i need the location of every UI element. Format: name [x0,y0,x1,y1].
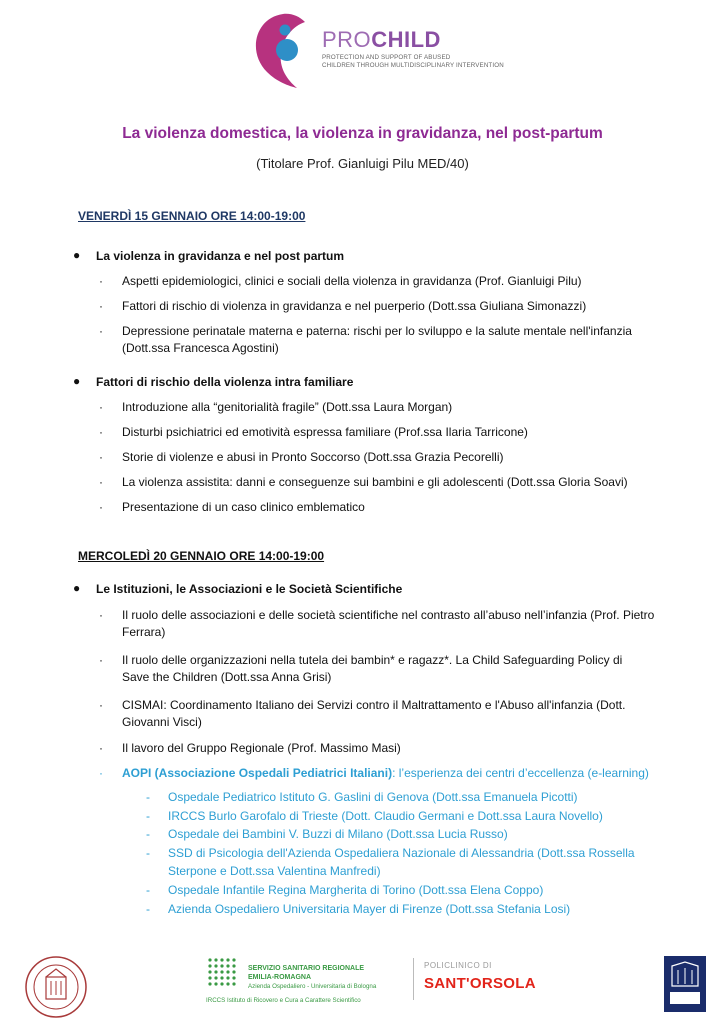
aopi-sub-item: IRCCS Burlo Garofalo di Trieste (Dott. Claudio Germani e Dott.ssa Laura Novello) [168,809,603,823]
day1-heading: VENERDÌ 15 GENNAIO ORE 14:00-19:00 [78,209,306,223]
dot-icon: · [99,741,103,755]
dash-icon: - [146,827,150,841]
list-item-continuation: Giovanni Visci) [122,715,202,729]
dash-icon: - [146,902,150,916]
list-item: Disturbi psichiatrici ed emotività espressa familiare (Prof.ssa Ilaria Tarricone) [122,425,528,439]
dash-icon: - [146,809,150,823]
forense-bolognese-logo [664,956,706,1012]
dot-icon: · [99,425,103,439]
list-item: Fattori di rischio di violenza in gravidanza e nel puerperio (Dott.ssa Giuliana Simonazzi) [122,299,587,313]
list-item-continuation: (Dott.ssa Francesca Agostini) [122,341,279,355]
brand-name [322,29,441,51]
aopi-sub-item: Ospedale Pediatrico Istituto G. Gaslini di Genova (Dott.ssa Emanuela Picotti) [168,790,578,804]
ssr-line2: EMILIA-ROMAGNA [248,973,311,981]
dot-icon: · [99,450,103,464]
list-item-continuation: Ferrara) [122,625,166,639]
list-item: Introduzione alla “genitorialità fragile” (Dott.ssa Laura Morgan) [122,400,453,414]
dot-icon: · [99,766,103,780]
dot-icon: · [99,299,103,313]
day2-section1-title: Le Istituzioni, le Associazioni e le Società Scientifiche [96,582,403,596]
dot-icon: · [99,500,103,514]
list-item: Il lavoro del Gruppo Regionale (Prof. Massimo Masi) [122,741,401,755]
footer-divider [413,958,414,1000]
aopi-sub-item: SSD di Psicologia dell'Azienda Ospedaliera Nazionale di Alessandria (Dott.ssa Rossella [168,846,635,860]
brand-tagline: PROTECTION AND SUPPORT OF ABUSED CHILDREN THROUGH MULTIDISCIPLINARY INTERVENTION [322,54,504,69]
day2-heading: MERCOLEDÌ 20 GENNAIO ORE 14:00-19:00 [78,549,325,563]
bullet-icon: ● [73,581,81,595]
day1-section2-title: Fattori di rischio della violenza intra familiare [96,375,354,389]
day1-section1-title: La violenza in gravidanza e nel post partum [96,249,345,263]
document-subtitle: (Titolare Prof. Gianluigi Pilu MED/40) [256,156,469,171]
aopi-item [122,765,662,783]
bullet-icon: ● [73,374,81,388]
santorsola-label: SANT'ORSOLA [424,975,536,992]
ssr-line1: SERVIZIO SANITARIO REGIONALE [248,965,365,972]
ssr-line3: Azienda Ospedaliero - Universitaria di Bologna [248,983,377,990]
list-item-continuation: Save the Children (Dott.ssa Anna Grisi) [122,670,332,684]
dot-icon: · [99,653,103,667]
dot-icon: · [99,608,103,622]
aopi-sub-item-continuation: Sterpone e Dott.ssa Valentina Manfredi) [168,864,381,878]
dot-icon: · [99,274,103,288]
ssr-logo-icon [206,956,242,992]
list-item: Storie di violenze e abusi in Pronto Soccorso (Dott.ssa Grazia Pecorelli) [122,450,504,464]
dash-icon: - [146,846,150,860]
aopi-sub-item: Ospedale dei Bambini V. Buzzi di Milano (Dott.ssa Lucia Russo) [168,827,508,841]
list-item: CISMAI: Coordinamento Italiano dei Servizi contro il Maltrattamento e l'Abuso all'infanzia (Dott. [122,698,626,712]
dash-icon: - [146,790,150,804]
aopi-description: : l’esperienza dei centri d’eccellenza (e-learning) [392,766,649,780]
brand-pro: PRO [322,27,372,52]
aopi-name: AOPI (Associazione Ospedali Pediatrici Italiani) [122,766,393,780]
dot-icon: · [99,475,103,489]
bullet-icon: ● [73,248,81,262]
dash-icon: - [146,883,150,897]
aopi-sub-item: Ospedale Infantile Regina Margherita di Torino (Dott.ssa Elena Coppo) [168,883,544,897]
dot-icon: · [99,400,103,414]
aopi-sub-item: Azienda Ospedaliero Universitaria Mayer di Firenze (Dott.ssa Stefania Losi) [168,902,571,916]
dot-icon: · [99,324,103,338]
brand-child: CHILD [371,27,441,52]
university-seal-logo [24,955,88,1019]
list-item: Presentazione di un caso clinico emblematico [122,500,365,514]
list-item: Il ruolo delle organizzazioni nella tutela dei bambin* e ragazz*. La Child Safeguarding Policy di [122,653,623,667]
ssr-line4: IRCCS Istituto di Ricovero e Cura a Carattere Scientifico [206,997,361,1004]
list-item: Aspetti epidemiologici, clinici e sociali della violenza in gravidanza (Prof. Gianluigi Pilu) [122,274,582,288]
list-item: Depressione perinatale materna e paterna: rischi per lo sviluppo e la salute mentale nell'infanzia [122,324,632,338]
document-title: La violenza domestica, la violenza in gravidanza, nel post-partum [122,125,603,142]
ssr-name [248,965,364,982]
list-item: La violenza assistita: danni e conseguenze sui bambini e gli adolescenti (Dott.ssa Gloria Soavi) [122,475,628,489]
policlinico-label: POLICLINICO DI [424,961,492,970]
dot-icon: · [99,698,103,712]
list-item: Il ruolo delle associazioni e delle società scientifiche nel contrasto all’abuso nell’infanzia (Prof. Pietro [122,608,655,622]
